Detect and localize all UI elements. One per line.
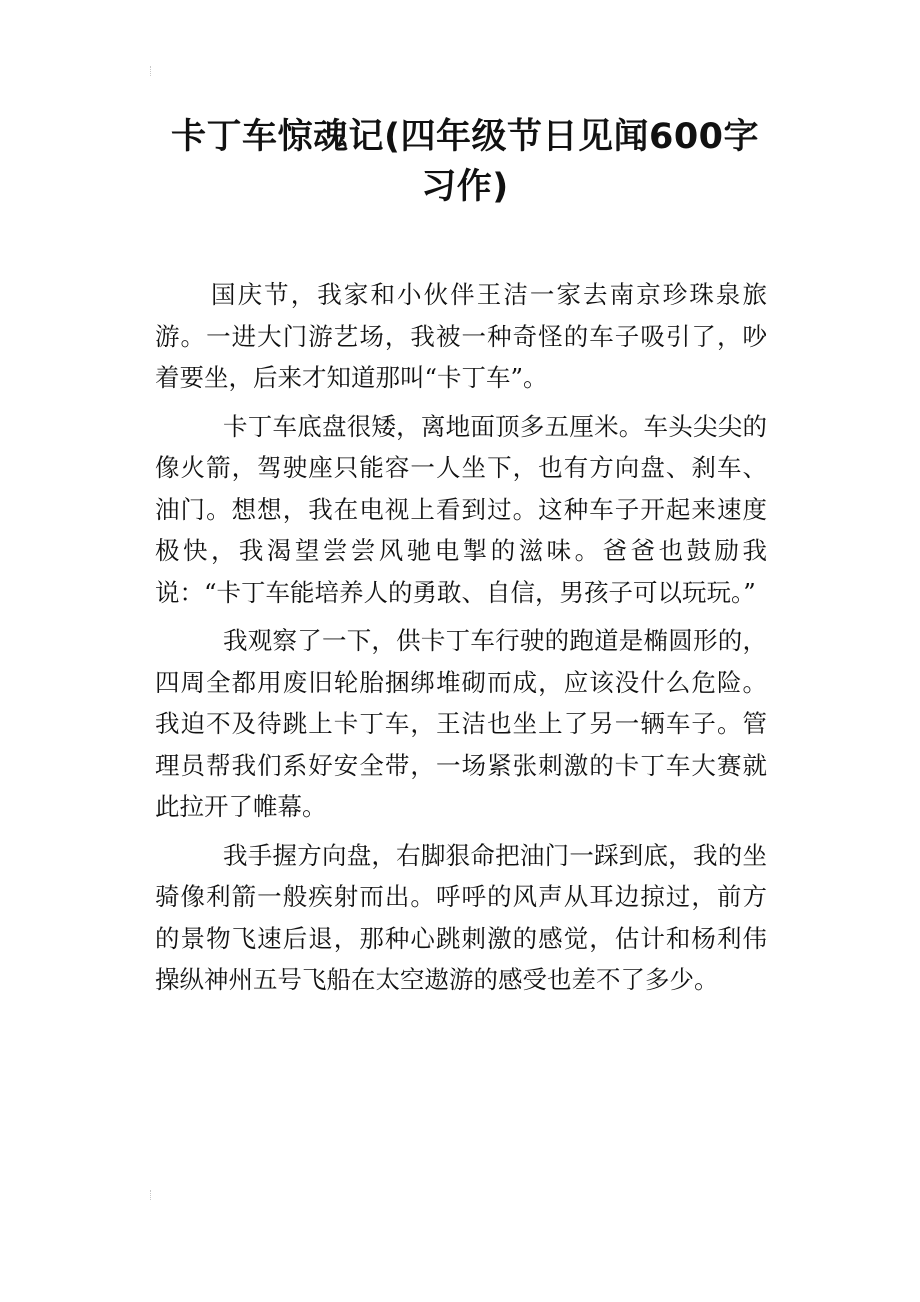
corner-mark [150, 66, 157, 76]
corner-mark [150, 1190, 157, 1200]
paragraph-1: 国庆节，我家和小伙伴王洁一家去南京珍珠泉旅游。一进大门游艺场，我被一种奇怪的车子吸引了，吵着要坐，后来才知道那叫“卡丁车”。 [155, 280, 767, 392]
title-line-2: 习作) [421, 167, 509, 207]
paragraph-4: 我手握方向盘，右脚狠命把油门一踩到底，我的坐骑像利箭一般疾射而出。呼呼的风声从耳边掠过，前方的景物飞速后退，那种心跳刺激的感觉，估计和杨利伟操纵神州五号飞船在太空遨游的感受也差不了多少。 [155, 840, 767, 994]
title-line-1: 卡丁车惊魂记(四年级节日见闻600字 [170, 117, 760, 157]
paragraph-2: 卡丁车底盘很矮，离地面顶多五厘米。车头尖尖的像火箭，驾驶座只能容一人坐下，也有方向盘、刹车、油门。想想，我在电视上看到过。这种车子开起来速度极快，我渴望尝尝风驰电掣的滋味。爸爸也鼓励我说：“卡丁车能培养人的勇敢、自信，男孩子可以玩玩。” [155, 411, 767, 607]
page-title [120, 112, 810, 212]
article-body [155, 274, 767, 1001]
paragraph-3: 我观察了一下，供卡丁车行驶的跑道是椭圆形的，四周全都用废旧轮胎捆绑堆砌而成，应该没什么危险。我迫不及待跳上卡丁车，王洁也坐上了另一辆车子。管理员帮我们系好安全带，一场紧张刺激的卡丁车大赛就此拉开了帷幕。 [155, 626, 767, 821]
